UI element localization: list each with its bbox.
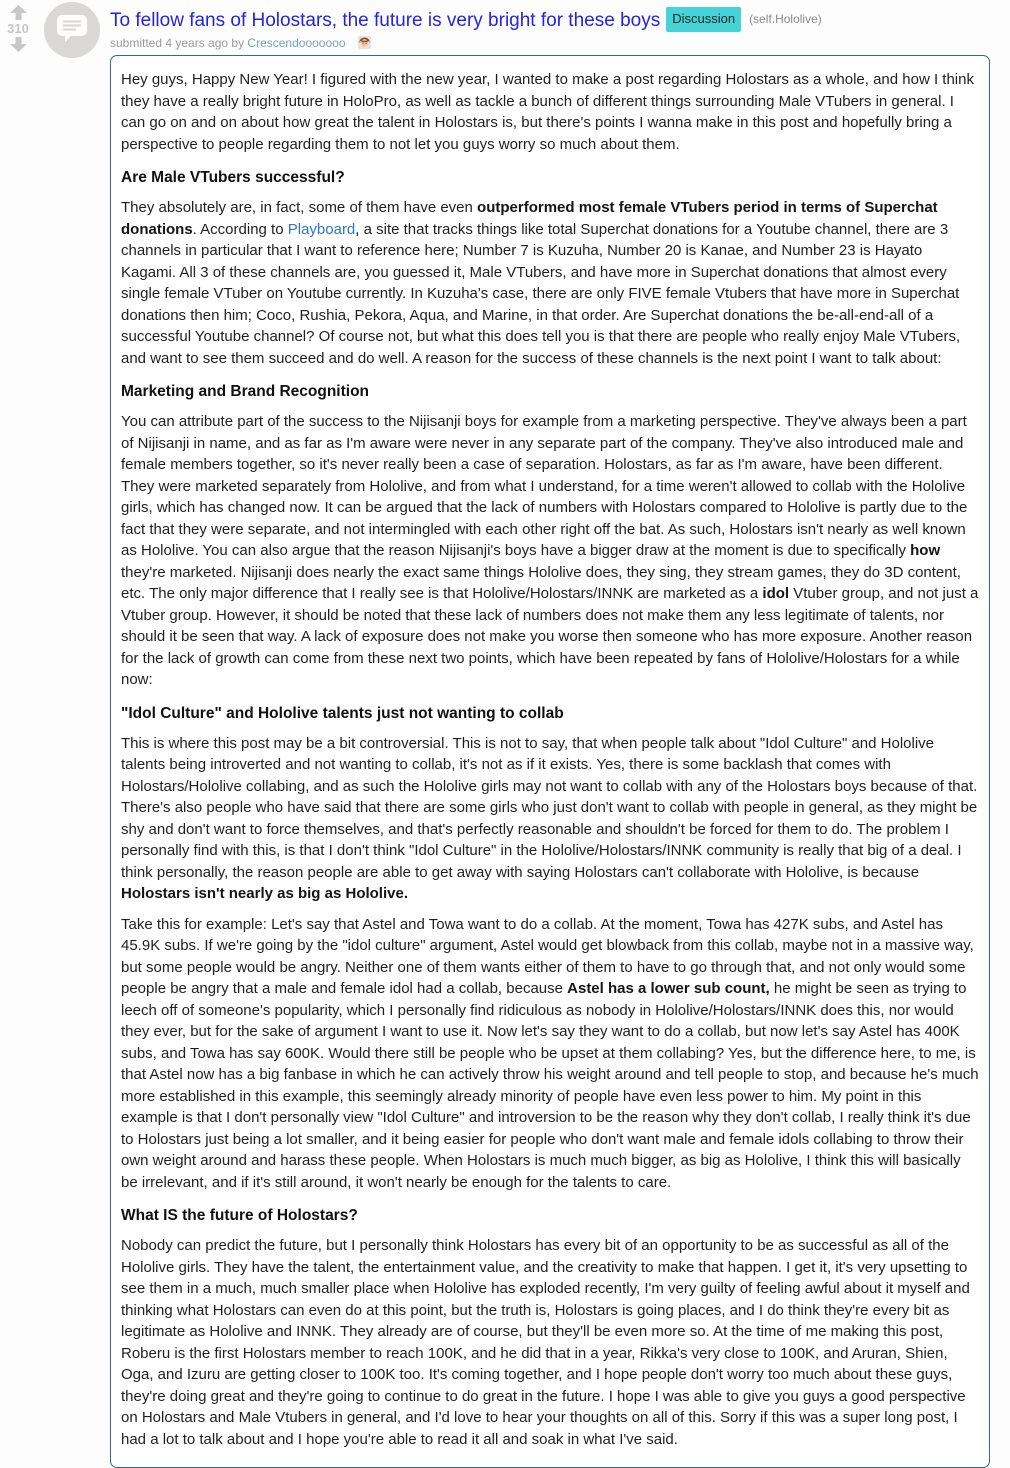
post-body (110, 55, 990, 1468)
body-paragraph (121, 69, 979, 155)
downvote-icon[interactable] (10, 37, 27, 52)
text-run: Take this for example: Let's say that Astel and Towa want to do a collab. At the moment, Towa has 427K subs, and Astel has 45.9K subs. If we're going by the "idol culture" argument, Astel would get blowback from this collab, maybe not in a massive way, but some people would be angry. Neither one of them wants either of them to have to go through that, and not only would some people be angry that a male and female idol had a collab, because (121, 915, 974, 997)
bold-text: Holostars isn't nearly as big as Hololive. (121, 885, 408, 902)
post-header (110, 7, 990, 53)
section-heading (121, 1206, 979, 1226)
text-run: they're marketed. Nijisanji does nearly the exact same things Hololive does, they sing, they stream games, they do 3D content, etc. The only major difference that I really see is that Hololive/Holostars/INNK are marketed as a (121, 563, 961, 602)
text-run: What IS the future of Holostars? (121, 1207, 358, 1224)
body-paragraph (121, 197, 979, 369)
flair-badge[interactable]: Discussion (666, 7, 741, 32)
upvote-icon[interactable] (10, 5, 27, 20)
text-run: he might be seen as trying to leech off of someone's popularity, which I personally find ridiculous as nobody in Hololive/Holostars/INNK does this, nor would they ever, but for the sake of argument I want to use it. Now let's say they want to do a collab, but now let's say Astel has 400K subs, and Towa has say 600K. Would there still be people who be upset at them collabing? Yes, but the difference here, to me, is that Astel now has a big fanbase in which he can actively throw his weight around and tell people to stop, and because he's much more established in this example, this seemingly already minority of people have even less power to him. My point in this example is that I don't personally view "Idol Culture" and introversion to be the reason why they don't collab, I really think it's due to Holostars just being a lot smaller, and it being easier for people who don't want male and female idols collabing to throw their own weight around and harass these people. When Holostars is much much bigger, as big as Hololive, I think this will basically be irrelevant, and if it's still around, it won't nearly be enough for the talents to care. (121, 980, 979, 1191)
text-run: This is where this post may be a bit controversial. This is not to say, that when people talk about "Idol Culture" and Hololive talents being introverted and not wanting to collab, it's not as if it exists. Yes, there is some backlash that comes with Holostars/Hololive collabing, and as such the Hololive girls may not want to collab with any of the Holostars boys because of that. There's also people who have said that there are some girls who just don't want to collab with people in general, as they might be shy and don't want to force themselves, and that's perfectly reasonable and shouldn't be forced for them to do. The problem I personally find with this, is that I don't think "Idol Culture" in the Hololive/Holostars/INNK community is really that big of a deal. I think personally, the reason people are able to get away with saying Holostars can't collaborate with Hololive, is because (121, 734, 978, 881)
text-run: Hey guys, Happy New Year! I figured with the new year, I wanted to make a post regarding Holostars as a whole, and how I think they have a really bright future in HoloPro, as well as tackle a bunch of different things surrounding Male VTubers in general. I can go on and on about how great the talent in Holostars is, but there's points I wanna make in this post and hopefully bring a perspective to people regarding them to not let you guys worry so much about them. (121, 71, 974, 153)
text-run: Are Male VTubers successful? (121, 169, 345, 186)
bold-text: outperformed most female VTubers period in terms of Superchat donations (121, 199, 938, 238)
section-heading (121, 382, 979, 402)
bold-text: Astel has a lower sub count, (567, 980, 770, 997)
text-run: Marketing and Brand Recognition (121, 383, 370, 400)
section-heading (121, 704, 979, 724)
body-paragraph (121, 411, 979, 691)
text-run: Vtuber group, and not just a Vtuber group. However, it should be noted that these lack of numbers does not make them any less legitimate of talents, nor should it be seen that way. A lack of exposure does not make you worse then someone who has more exposure. Another reason for the lack of growth can come from these next two points, which have been repeated by fans of Hololive/Holostars for a while now: (121, 585, 979, 688)
self-post-thumbnail[interactable] (44, 2, 100, 58)
body-paragraph (121, 1235, 979, 1450)
text-run: Nobody can predict the future, but I personally think Holostars has every bit of an opportunity to be as successful as all of the Hololive girls. They have the talent, the entertainment value, and the creativity to make that happen. I get it, it's very upsetting to see them in a much, much smaller place when Hololive has exploded recently, I'm very guilty of feeling awful about it myself and thinking what Holostars can even do at this point, but the truth is, Holostars is going places, and I do think they're every bit as legitimate as Hololive and INNK. They already are of course, but they'll be even more so. At the time of me making this post, Roberu is the first Holostars member to reach 100K, and he did that in a year, Rikka's very close to 100K, and Aruran, Shien, Oga, and Izuru are getting closer to 100K too. It's coming together, and I hope people don't worry too much about these guys, they're doing great and they're going to continue to do great in the future. I hope I was able to give you guys a good perspective on Holostars and Male Vtubers in general, and I'd love to hear your thoughts on all of this. Sorry if this was a super long post, I had a lot to talk about and I hope you're able to read it all and soak in what I've said. (121, 1237, 970, 1448)
post-domain[interactable]: (self.Hololive) (749, 12, 822, 26)
bold-text: idol (762, 585, 790, 602)
text-run: , a site that tracks things like total Superchat donations for a Youtube channel, there are 3 channels in particular that I want to reference here; Number 7 is Kuzuha, Number 20 is Kanae, and Number 23 is Hayato Kagami. All 3 of these channels are, you guessed it, Male VTubers, and have more in Superchat donations that almost every single female VTuber on Youtube currently. In Kuzuha's case, there are only FIVE female Vtubers that have more in Superchat donations then him; Coco, Rushia, Pekora, Aqua, and Marine, in that order. Are Superchat donations the be-all-end-all of a successful Youtube channel? Of course not, but what this does tell you is that there are people who really enjoy Male VTubers, and want to see them succeed and do well. A reason for the success of these channels is the next point I want to talk about: (121, 220, 961, 367)
post-score: 310 (7, 21, 29, 36)
text-run: . According to (192, 220, 288, 238)
text-run: You can attribute part of the success to the Nijisanji boys for example from a marketing perspective. They've always been a part of Nijisanji in name, and as far as I'm aware were never in any separate part of the company. They've also introduced male and female members together, so it's never really been a case of separation. Holostars, as far as I'm aware, have been different. They were marketed separately from Hololive, and from what I understand, for a time weren't allowed to collab with the Hololive girls, which has changed now. It can be argued that the lack of numbers with Holostars compared to Hololive is partly due to the fact that they were separate, and not intermingled with each other right off the bat. As such, Holostars isn't nearly as well known as Hololive. You can also argue that the reason Nijisanji's boys have a bigger draw at the moment is due to specifically (121, 413, 968, 559)
author-link[interactable]: Crescendooooooo (247, 36, 346, 50)
author-avatar-icon (357, 35, 372, 53)
post-tagline (110, 35, 990, 53)
playboard-link[interactable]: Playboard (287, 220, 356, 238)
speech-bubble-icon (56, 13, 88, 48)
text-run: "Idol Culture" and Hololive talents just not wanting to collab (121, 704, 564, 722)
tagline-prefix: submitted 4 years ago by (110, 36, 245, 50)
post-title-link[interactable]: To fellow fans of Holostars, the future is very bright for these boys (110, 10, 661, 31)
bold-text: how (910, 542, 941, 559)
section-heading (121, 168, 979, 188)
text-run: They absolutely are, in fact, some of them have even (121, 199, 478, 216)
body-paragraph (121, 733, 979, 905)
body-paragraph (121, 914, 979, 1194)
vote-column (0, 5, 36, 52)
